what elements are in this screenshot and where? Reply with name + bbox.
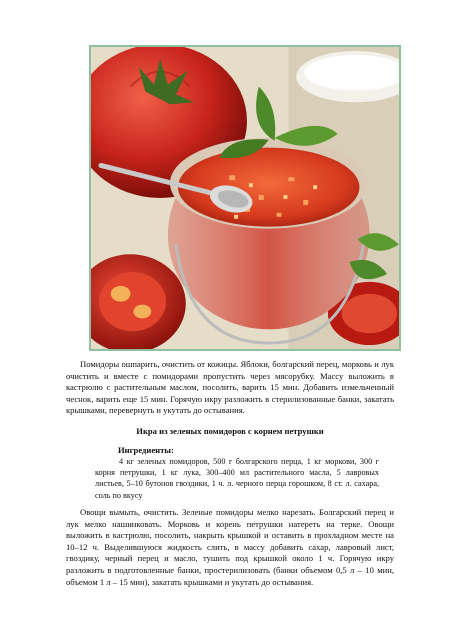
- recipe-title: Икра из зеленых помидоров с корнем петрушки: [136, 426, 324, 436]
- tomato-sauce-jar-illustration: [91, 47, 399, 349]
- ingredients-list: 4 кг зеленых помидоров, 500 г болгарского перца, 1 кг моркови, 300 г корня петрушки, 1 кг лука, 300–400 мл растительного масла, 5 лавровых листьев, 5–10 бутонов гвоздики, 1 ч. л. черного перца горошком, 8 ст. л. сахара, соль по вкусу: [95, 457, 379, 500]
- recipe-photo: [89, 45, 401, 351]
- paragraph-2: Овощи вымыть, очистить. Зеленые помидоры мелко нарезать. Болгарский перец и лук мелко нашинковать. Морковь и корень петрушки натереть на терке. Овощи выложить в кастрюлю, посолить, накрыть крышкой и оставить в прохладном месте на 10–12 ч. Выделившуюся жидкость слить, в массу добавить сахар, лавровый лист, гвоздику, черный перец и масло, тушить под крышкой около 1 ч. Горячую икру разложить в подготовленные банки, простерилизовать (банки объемом 0,5 л – 10 мин, объемом 1 л – 15 мин), закатать крышками и укутать до остывания.: [66, 507, 394, 587]
- ingredients-label: Ингредиенты:: [118, 445, 174, 455]
- paragraph-1: Помидоры ошпарить, очистить от кожицы. Яблоки, болгарский перец, морковь и лук очистить и вместе с помидорами пропустить через мясорубку. Массу выложить в кастрюлю с растительным маслом, посолить, варить 15 мин. Добавить измельченный чеснок, варить еще 15 мин. Горячую икру разложить в стерилизованные банки, закатать крышками, перевернуть и укутать до остывания.: [66, 359, 394, 416]
